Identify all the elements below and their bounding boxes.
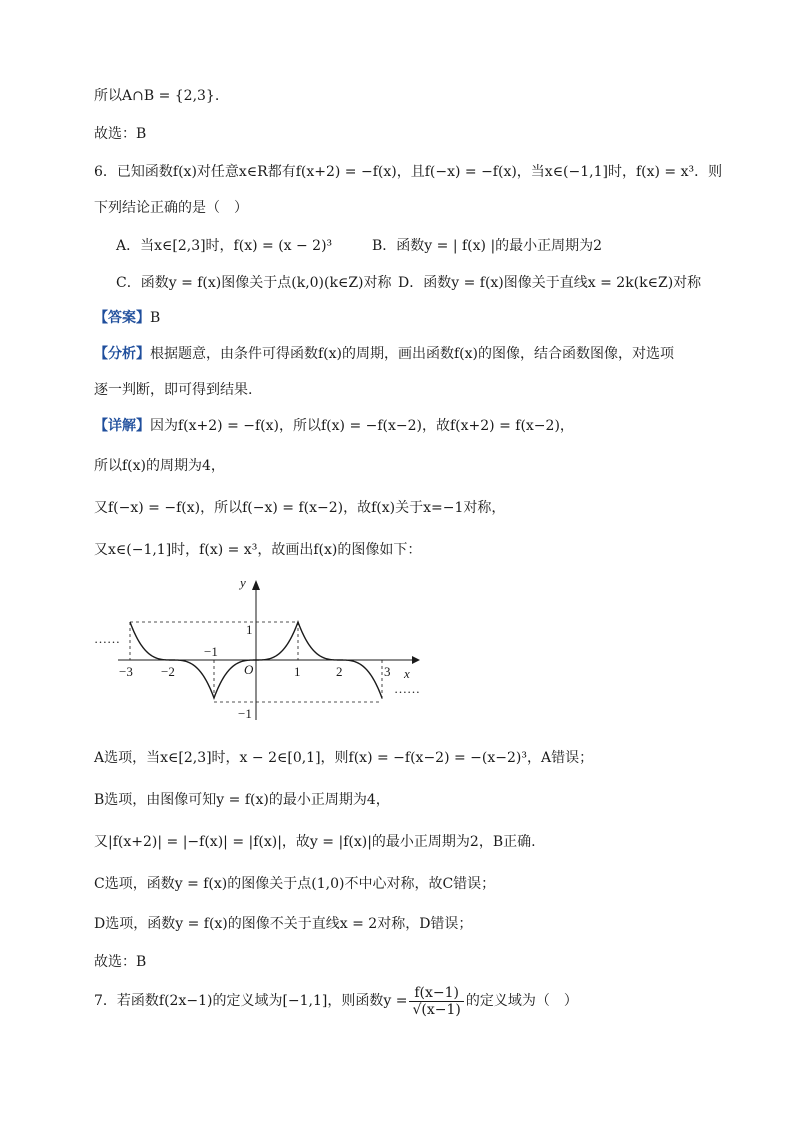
detail-line — [94, 416, 734, 436]
solution-b: B选项，由图像可知y = f(x)的最小正周期为4， — [94, 792, 390, 808]
option-c: C．函数y = f(x)图像关于点(k,0)(k∈Z)对称 — [116, 275, 392, 291]
answer-value: B — [150, 310, 161, 326]
detail-text: 因为f(x+2) = −f(x)，所以f(x) = −f(x−2)，故f(x+2) = f(x−2)， — [150, 418, 574, 434]
analysis-line — [94, 344, 734, 364]
origin-label: O — [244, 662, 254, 677]
analysis-tag: 【分析】 — [94, 346, 150, 362]
option-a: A．当x∈[2,3]时，f(x) = (x − 2)³ — [116, 238, 333, 254]
question-7-stem: 7．若函数f(2x−1)的定义域为[−1,1]，则函数y = — [94, 993, 408, 1009]
solution-c: C选项，函数y = f(x)的图像关于点(1,0)不中心对称，故C错误； — [94, 876, 496, 892]
y-axis-arrow — [252, 580, 260, 590]
question-7 — [94, 984, 734, 1018]
analysis-text: 根据题意，由条件可得函数f(x)的周期，画出函数f(x)的图像，结合函数图像，对选项 — [150, 346, 674, 362]
ellipsis-left: …… — [94, 631, 120, 646]
tick-label: −2 — [161, 664, 175, 679]
tick-label: −1 — [238, 706, 252, 721]
detail-line-4: 又x∈(−1,1]时，f(x) = x³，故画出f(x)的图像如下： — [94, 542, 422, 558]
option-b: B．函数y = | f(x) |的最小正周期为2 — [372, 238, 603, 254]
final-answer: 故选：B — [94, 954, 147, 970]
answer-tag: 【答案】 — [94, 310, 150, 326]
tick-label: 2 — [336, 664, 343, 679]
solution-d: D选项，函数y = f(x)的图像不关于直线x = 2对称，D错误； — [94, 916, 473, 932]
question-7-tail: 的定义域为（ ） — [465, 993, 578, 1009]
detail-tag: 【详解】 — [94, 418, 150, 434]
text-line: 故选：B — [94, 126, 147, 142]
y-axis-label: y — [240, 575, 246, 590]
analysis-line-2: 逐一判断，即可得到结果. — [94, 382, 253, 398]
ellipsis-right: …… — [394, 681, 420, 696]
question-6-stem: 6．已知函数f(x)对任意x∈R都有f(x+2) = −f(x)，且f(−x) = −f(x)，当x∈(−1,1]时，f(x) = x³．则 — [94, 164, 723, 180]
function-graph — [94, 570, 434, 730]
detail-line-2: 所以f(x)的周期为4， — [94, 458, 225, 474]
x-axis-label: x — [404, 666, 410, 681]
x-axis-arrow — [412, 656, 420, 664]
tick-label: −1 — [204, 644, 218, 659]
tick-label: 1 — [246, 622, 253, 637]
tick-label: −3 — [119, 664, 133, 679]
question-6-stem-cont: 下列结论正确的是（ ） — [94, 200, 248, 216]
fraction-numerator: f(x−1) — [409, 985, 463, 1002]
answer-line — [94, 308, 734, 328]
text-line: 所以A∩B = {2,3}. — [94, 88, 220, 104]
option-d: D．函数y = f(x)图像关于直线x = 2k(k∈Z)对称 — [398, 275, 702, 291]
detail-line-3: 又f(−x) = −f(x)，所以f(−x) = f(x−2)，故f(x)关于x=−1对称， — [94, 500, 506, 516]
solution-a: A选项，当x∈[2,3]时，x − 2∈[0,1]，则f(x) = −f(x−2) = −(x−2)³，A错误； — [94, 750, 594, 766]
fraction-denominator: √(x−1) — [412, 1001, 461, 1018]
fraction — [409, 985, 463, 1018]
solution-b-cont: 又|f(x+2)| = |−f(x)| = |f(x)|，故y = |f(x)|的最小正周期为2，B正确. — [94, 834, 536, 850]
tick-label: 1 — [294, 664, 301, 679]
tick-label: 3 — [384, 664, 391, 679]
